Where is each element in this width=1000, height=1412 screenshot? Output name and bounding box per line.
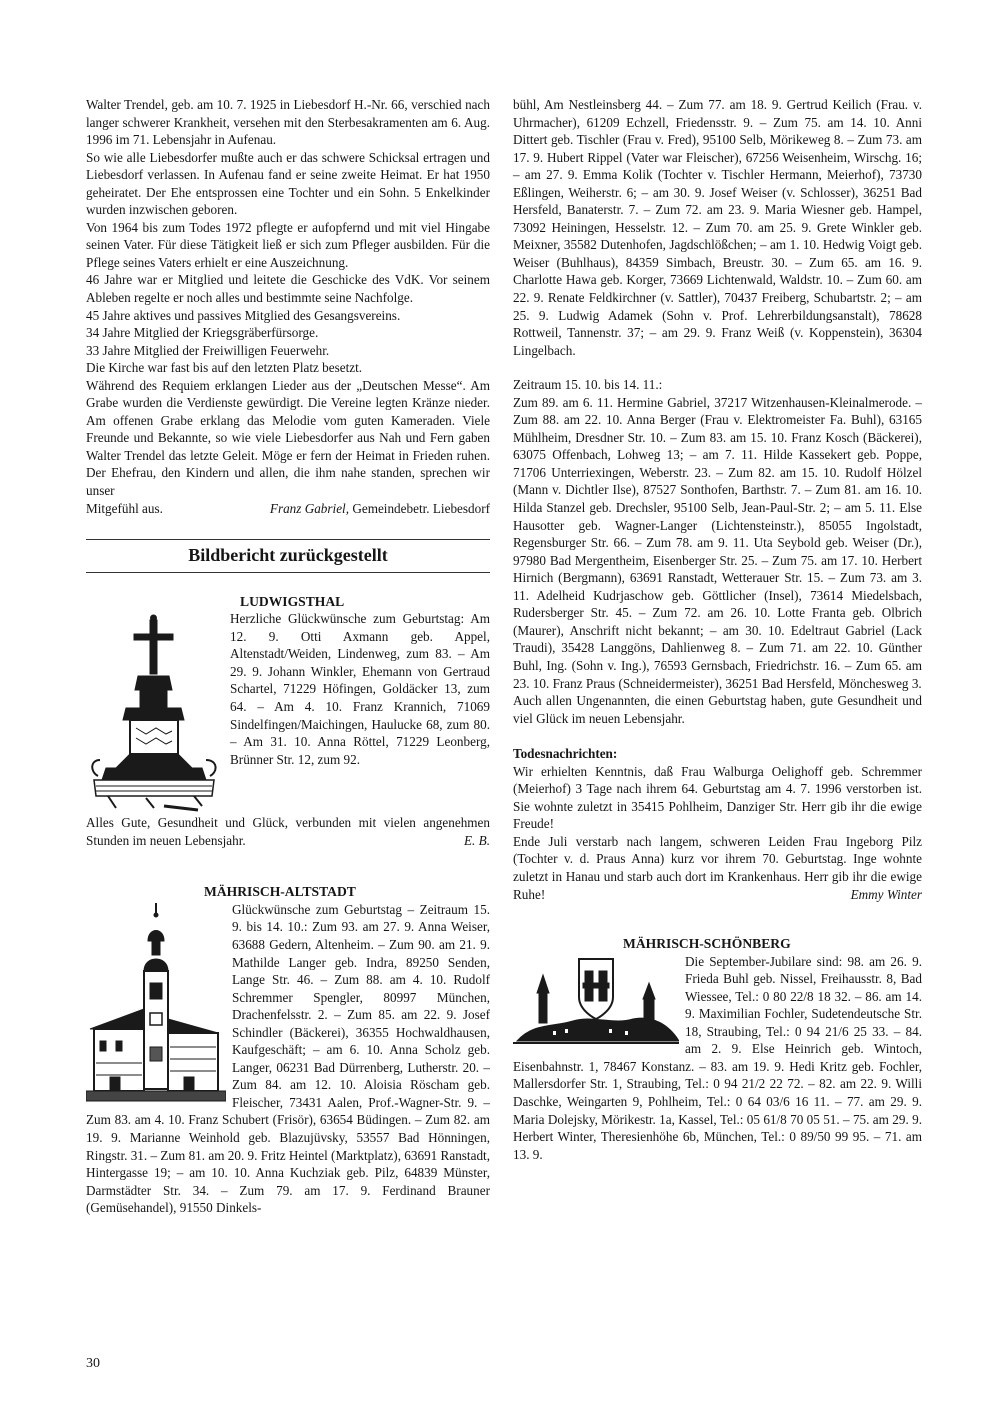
obituary-signature [270, 500, 490, 518]
altstadt-continued: bühl, Am Nestleinsberg 44. – Zum 77. am 18. 9. Gertrud Keilich (Frau. v. Uhrmacher), 61209 Echzell, Friedensstr. 9. – Zum 75. am 14. 10. Anni Dittert geb. Tischler (Frau v. Fred), 95100 Selb, Mörikeweg 8. – Zum 73. am 17. 9. Hubert Rippel (Vater war Fleischer), 67256 Weisenheim, Wirschg. 16; – am 27. 9. Emma Kolik (Tochter v. Tischler Hermann, Meierhof), 73730 Eßlingen, Weiherstr. 6; – am 30. 9. Josef Weiser (v. Schlosser), 36251 Bad Hersfeld, Banaterstr. 7. – Zum 72. am 23. 9. Maria Wiesner geb. Hampel, 73092 Heiningen, Hesselstr. 12. – Zum 70. am 25. 9. Grete Winkler geb. Meixner, 35582 Dutenhofen, Jagdschlößchen; – am 1. 10. Hedwig Voigt geb. Weiser (Buhlhaus), 84359 Simbach, Breustr. 30. – Zum 65. am 16. 9. Charlotte Hawa geb. Korger, 73669 Lichtenwald, Waldstr. 10. – Zum 60. am 22. 9. Renate Feldkirchner (v. Sattler), 70437 Freiberg, Schubartstr. 2; – am 25. 9. Ludwig Adamek (Sohn v. Prof. Lehrerbildungsanstalt), 78628 Rottweil, Tannenstr. 37; – am 29. 9. Franz Weiß (v. Koppenstein), 36304 Lingelbach. [513, 97, 922, 358]
right-column [513, 96, 922, 1163]
coat-of-arms-icon [513, 953, 679, 1049]
obituary-paragraph: Die Kirche war fast bis auf den letzten Platz besetzt. [86, 360, 363, 376]
ludwigsthal-signature: E. B. [463, 832, 490, 848]
cross-monument-icon [86, 610, 224, 812]
obituary-paragraph: Walter Trendel, geb. am 10. 7. 1925 in Liebesdorf H.-Nr. 66, verschied nach langer schwerer Krankheit, versehen mit den Sterbesakramenten am 6. Aug. 1996 im 71. Lebensjahr in Aufenau. [86, 97, 490, 148]
altstadt-period2-label: Zeitraum 15. 10. bis 14. 11.: [513, 377, 663, 393]
obituary-last-line: Mitgefühl aus. [86, 500, 163, 516]
deaths-paragraph: Ende Juli verstarb nach langem, schweren Leiden Frau Ingeborg Pilz (Tochter v. d. Praus Anna) kurz vor ihrem 70. Geburtstag. Inge wohnte zuletzt in Hanau und starb auch dort im Krankenhaus. Herr gib ihr die ewige Ruhe! [513, 833, 922, 902]
altstadt-section [86, 883, 490, 1216]
altstadt-title: MÄHRISCH-ALTSTADT [204, 884, 356, 900]
schoenberg-section [513, 935, 922, 1163]
left-column [86, 96, 490, 1217]
schoenberg-title: MÄHRISCH-SCHÖNBERG [623, 936, 791, 952]
ludwigsthal-text: Herzliche Glückwünsche zum Geburtstag: Am 12. 9. Otti Axmann geb. Appel, Altenstadt/Weiden, Lindenweg, zum 83. – Am 29. 9. Johann Winkler, Ehemann von Gertraud Schartel, 71229 Höfingen, Goldäcker 13, zum 64. – Am 4. 10. Franz Krannich, 71069 Sindelfingen/Maichingen, Haulucke 68, zum 80. – Am 31. 10. Anna Röttel, 71229 Leonberg, Brünner Str. 12, zum 92. [230, 611, 490, 767]
obituary-paragraph: So wie alle Liebesdorfer mußte auch er das schwere Schicksal ertragen und Liebesdorf verlassen. In Aufenau fand er seine zweite Heimat. Er hat 1950 geheiratet. Der Ehe entsprossen eine Tochter und ein Sohn. 5 Enkelkinder wurden inzwischen geboren. [86, 149, 490, 218]
obituary-signature-line [86, 500, 490, 518]
obituary-paragraph: 33 Jahre Mitglied der Freiwilligen Feuerwehr. [86, 342, 330, 358]
deaths-signature: Emmy Winter [850, 886, 922, 902]
ludwigsthal-section [86, 593, 490, 850]
obituary-paragraph: 45 Jahre aktives und passives Mitglied des Gesangsvereins. [86, 307, 401, 323]
altstadt-text: Glückwünsche zum Geburtstag – Zeitraum 15. 9. bis 14. 10.: Zum 93. am 27. 9. Anna Weiser, 63688 Gedern, Altenheim. – Zum 90. am 21. 9. Mathilde Langer geb. Indra, 89250 Senden, Lange Str. 46. – Zum 88. am 4. 10. Rudolf Schremmer Spengler, 80997 München, Drachenfelsstr. 2. – Zum 85. am 22. 9. Josef Schindler (Bäckerei), 36355 Hochwaldhausen, Kaufgeschäft; – am 6. 10. Anna Scholz geb. Langer, 06231 Bad Dürrenberg, Lutherstr. 20. – Zum 84. am 12. 10. Aloisia Röscham geb. Fleischer, 73431 Aalen, Prof.-Wagner-Str. 9. – Zum 83. am 4. 10. Franz Schubert (Frisör), 63654 Büdingen. – Zum 82. am 19. 9. Marianne Weinhold geb. Blazujüvsky, 53557 Bad Hönningen, Ringstr. 31. – Zum 81. am 20. 9. Fritz Heintel (Marktplatz), 63691 Ranstadt, Hintergasse 19; – am 10. 10. Anna Kuchziak geb. Pilz, 64839 Münster, Darmstädter Str. 34. – Zum 79. am 17. 9. Ferdinand Brauner (Gemüsehandel), 91550 Dinkels- [86, 901, 490, 1216]
obituary-paragraph: 34 Jahre Mitglied der Kriegsgräberfürsorge. [86, 325, 319, 341]
signature-name: Franz Gabriel, [269, 500, 350, 516]
ludwigsthal-title: LUDWIGSTHAL [240, 593, 345, 609]
obituary-article [86, 96, 490, 517]
section-heading: Bildbericht zurückgestellt [188, 545, 388, 566]
divider-top [86, 539, 490, 540]
obituary-paragraph: 46 Jahre war er Mitglied und leitete die Geschicke des VdK. Vor seinem Ableben regelte er noch alles und bestimmte seine Nachfolge. [86, 272, 490, 306]
deaths-paragraph: Wir erhielten Kenntnis, daß Frau Walburga Oelighoff geb. Schremmer (Meierhof) 3 Tage nach ihrem 64. Geburtstag am 4. 7. 1996 verstorben ist. Sie wohnte zuletzt in 35415 Pohlheim, Danziger Str. Herr gib ihr die ewige Freude! [513, 763, 922, 832]
altstadt-unnamed-wishes: Auch allen Ungenannten, die einen Geburtstag haben, gute Gesundheit und viel Glück im neuen Lebensjahr. [513, 693, 922, 726]
altstadt-period2-text: Zum 89. am 6. 11. Hermine Gabriel, 37217 Witzenhausen-Kleinalmerode. – Zum 88. am 22. 10. Anna Berger (Frau v. Elektromeister Fa. Buhl), 63165 Mühlheim, Dresdner Str. 10. – Zum 83. am 15. 10. Franz Kosch (Bäckerei), 63075 Offenbach, Lohweg 13; – am 7. 11. Hilde Kassekert geb. Poppe, 71706 Unterriexingen, Weberstr. 23. – Zum 82. am 15. 10. Rudolf Hölzel (Mann v. Dichtler Ilse), 87527 Sonthofen, Barthstr. 7. – Zum 81. am 16. 10. Hilda Stanzel geb. Drechsler, 95100 Selb, Jean-Paul-Str. 2; – am 5. 11. Else Hausotter geb. Wagner-Langer (Lichtensteinstr.), 85055 Ingolstadt, Regensburger Str. 66. – Zum 78. am 9. 11. Uta Seybold geb. Weiser (Dr.), 97980 Bad Mergentheim, Eisenberger Str. 25. – Zum 75. am 17. 10. Herbert Hirnich (Bergmann), 63691 Ranstadt, Wetterauer Str. 15. – Zum 73. am 3. 11. Adelheid Kudrjaschow geb. Göttlicher (Insel), 73614 Miedelsbach, Rudersberger Str. 45. – Zum 72. am 26. 10. Lotte Franta geb. Olbrich (Maurer), Anschrift nicht bekannt; – am 30. 10. Edeltraut Gabriel (Lack Traudi), 35428 Langgöns, Dahlienweg 8. – Zum 71. am 22. 10. Günther Buhl, Ing. (Sohn v. Ing.), 76593 Gernsbach, Friedrichstr. 16. – Zum 65. am 23. 10. Franz Praus (Schneidermeister), 36251 Bad Hersfeld, Mönchesweg 3. [513, 394, 922, 691]
obituary-paragraph: Von 1964 bis zum Todes 1972 pflegte er aufopfernd und mit viel Hingabe seinen Vater. Für diese Tätigkeit ließ er sich zum Pfleger ausbilden. Für die Pflege seines Vaters erhielt er eine Auszeichnung. [86, 219, 490, 270]
ludwigsthal-closing: Alles Gute, Gesundheit und Glück, verbunden mit vielen angenehmen Stunden im neuen Lebensjahr. [86, 815, 490, 848]
schoenberg-text: Die September-Jubilare sind: 98. am 26. 9. Frieda Buhl geb. Nissel, Freihausstr. 8, Bad Wiessee, Tel.: 0 80 22/8 18 32. – 86. am 14. 9. Maximilian Fochler, Sudetendeutsche Str. 18, Straubing, Tel.: 0 94 21/6 25 33. – 84. am 2. 9. Else Heinrich geb. Wintoch, Eisenbahnstr. 1, 78467 Konstanz. – 83. am 19. 9. Hedi Kritz geb. Fochler, Mallersdorfer Str. 1, Straubing, Tel.: 0 94 21/2 22 72. – 82. am 22. 9. Willi Daschke, Weingarten 9, Pohlheim, Tel.: 0 64 03/6 16 11. – 77. am 29. 9. Maria Dolejsky, Mörikestr. 1a, Kassel, Tel.: 05 61/8 70 05 51. – 75. am 29. 9. Herbert Winter, Theresienhöhe 6b, München, Tel.: 0 89/50 99 95. – 71. am 13. 9. [513, 953, 922, 1162]
obituary-paragraph: Während des Requiem erklangen Lieder aus der „Deutschen Messe“. Am Grabe wurden die Verdienste gewürdigt. Die Vereine legten Kränze nieder. Am offenen Grabe erklang das Melodie vom guten Kameraden. Viele Freunde und Bekannte, so wie viele Liebesdorfer aus Nah und Fern gaben Walter Trendel das letzte Geleit. Möge er fern der Heimat in Frieden ruhen. Der Ehefrau, den Kindern und allen, die ihm nahe standen, sprechen wir unser [86, 377, 490, 499]
deaths-section [513, 745, 922, 903]
signature-role: Gemeindebetr. Liebesdorf [352, 500, 490, 516]
church-tower-icon [86, 901, 226, 1107]
deaths-title: Todesnachrichten: [513, 746, 618, 762]
page-number: 30 [86, 1356, 100, 1371]
